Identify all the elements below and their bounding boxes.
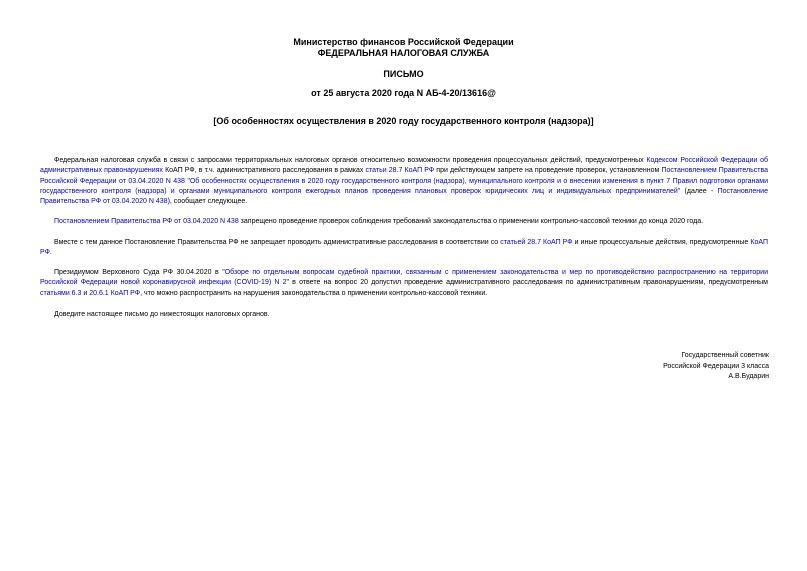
- service-name: ФЕДЕРАЛЬНАЯ НАЛОГОВАЯ СЛУЖБА: [317, 48, 490, 58]
- link-article-28-7[interactable]: статьи 28.7 КоАП РФ: [365, 167, 435, 175]
- signature-name: А.В.Бударин: [728, 373, 769, 380]
- text: Президиумом Верховного Суда РФ 30.04.2020 в ": [54, 269, 225, 276]
- link-koap[interactable]: КоАП РФ: [40, 239, 768, 257]
- text: и иные процессуальные действия, предусмотренные: [572, 239, 751, 246]
- paragraph-3: [40, 238, 768, 259]
- document-date-number: от 25 августа 2020 года N АБ-4-20/13616@: [311, 88, 496, 98]
- link-resolution-438[interactable]: Постановлением Правительства РФ от 03.04.2020 N 438: [54, 218, 239, 225]
- text: Вместе с тем данное Постановление Правительства РФ не запрещает проводить административные расследования в соответствии со: [54, 239, 501, 246]
- signature-block: [663, 351, 769, 383]
- link-article-6-3[interactable]: статьями 6.3: [40, 289, 82, 297]
- link-resolution-438-full[interactable]: Постановлением Правительства Российской Федерации от 03.04.2020 N 438 "Об особенностях осуществления в 2020 году государственного контроля (надзора), муниципального контроля и о внесении изменения в пункт 7 Правил подготовки органами государственного контроля (надзора) и органами муниципального контроля ежегодных планов проведения плановых проверок юридических лиц и индивидуальных предпринимателей": [40, 167, 769, 195]
- link-resolution-438-short[interactable]: Постановление Правительства РФ от 03.04.2020 N 438: [40, 187, 768, 206]
- text: при действующем запрете на проведение проверок, установленном: [434, 167, 662, 175]
- document-title: [Об особенностях осуществления в 2020 году государственного контроля (надзора)]: [213, 116, 594, 126]
- paragraph-2: [40, 217, 768, 227]
- text: .: [49, 249, 52, 257]
- text: запрещено проведение проверок соблюдения требований законодательства о применении контрольно-кассовой техники до конца 2020 года.: [238, 218, 704, 225]
- link-supreme-court-review[interactable]: Обзоре по отдельным вопросам судебной практики, связанным с применением законодательства и мер по противодействию распространению на территории Российской Федерации новой коронавирусной инфекции (COVID-19) N 2: [40, 269, 768, 287]
- link-article-20-6-1[interactable]: 20.6.1 КоАП РФ: [89, 289, 141, 297]
- document-type: ПИСЬМО: [383, 69, 424, 79]
- text: Доведите настоящее письмо до нижестоящих налоговых органов.: [54, 311, 270, 318]
- text: Федеральная налоговая служба в связи с запросами территориальных налоговых органов относительно возможности проведения процессуальных действий, предусмотренных: [54, 157, 647, 164]
- signature-position: Государственный советник: [681, 352, 769, 359]
- text: " в ответе на вопрос 20 допустил проведение административного расследования по административным правонарушениям, предусмотренным: [286, 279, 768, 287]
- signature-rank: Российской Федерации 3 класса: [663, 362, 769, 370]
- text: , что можно распространить на нарушения законодательства о применении контрольно-кассовой техники.: [140, 289, 488, 297]
- text: (далее -: [680, 187, 718, 195]
- text: и: [81, 289, 90, 297]
- text: ), сообщает следующее.: [167, 198, 248, 206]
- ministry-name: Министерство финансов Российской Федерации: [293, 37, 514, 47]
- paragraph-4: [40, 268, 768, 299]
- paragraph-5: [40, 310, 768, 320]
- text: КоАП РФ, в т.ч. административного расследования в рамках: [162, 167, 366, 175]
- link-koap[interactable]: Кодексом Российской Федерации об административных правонарушениях: [40, 157, 768, 175]
- link-article-28-7[interactable]: статьей 28.7 КоАП РФ: [500, 239, 573, 246]
- paragraph-1: [40, 156, 768, 207]
